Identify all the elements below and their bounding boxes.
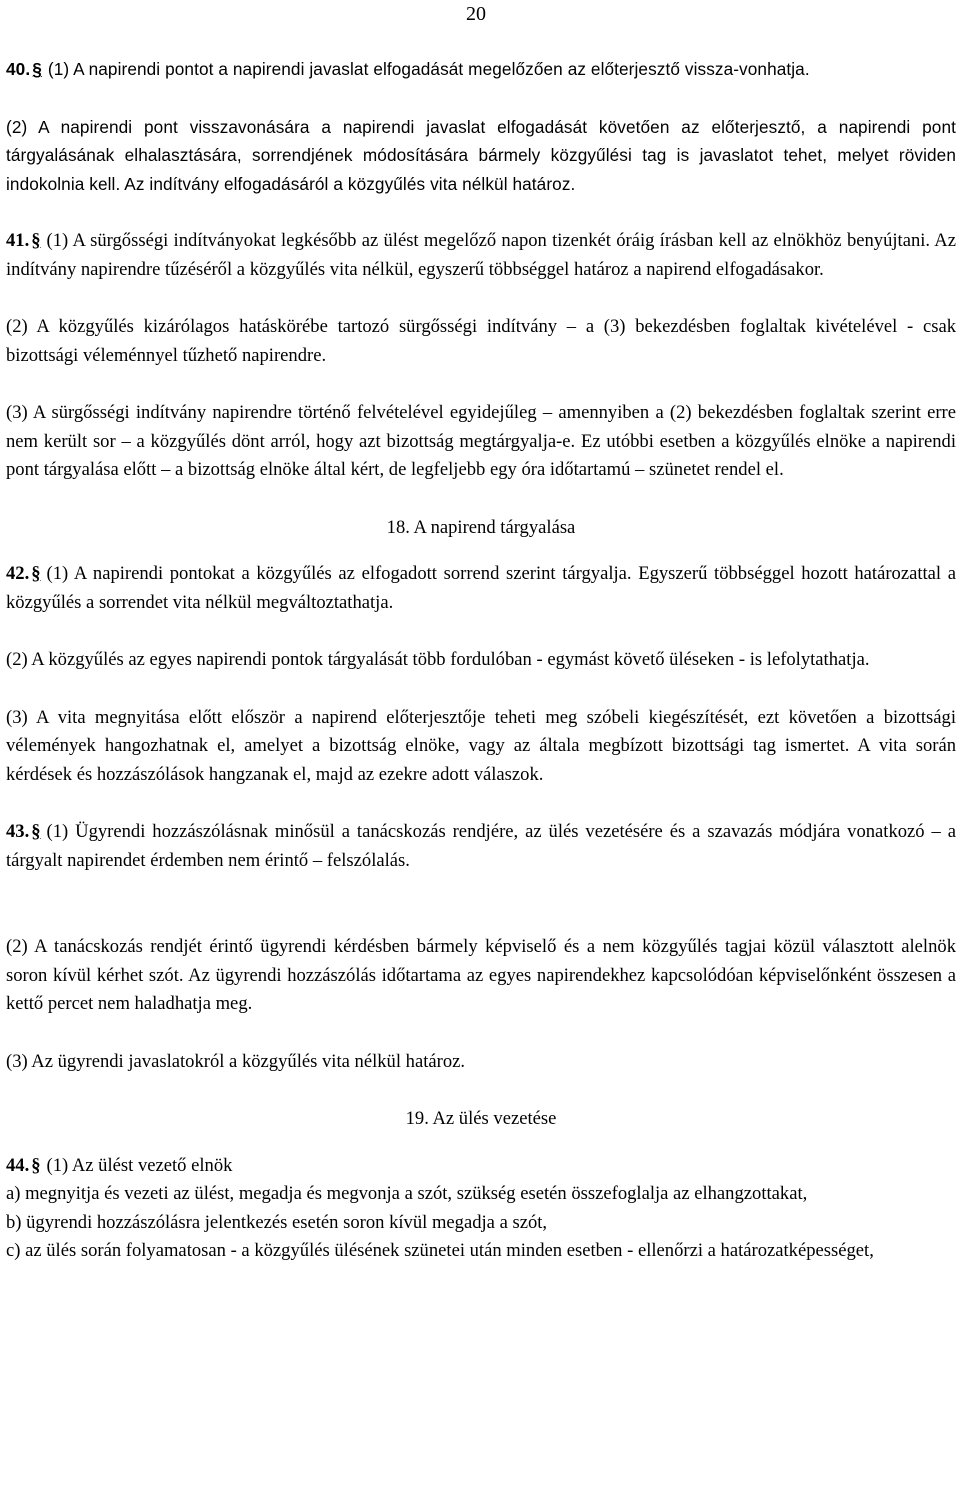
paragraph-text: (1) Az ülést vezető elnök — [46, 1154, 233, 1176]
section-40-paragraph-1 — [6, 55, 956, 84]
section-sign: § — [31, 821, 41, 842]
section-number: 40. — [6, 59, 31, 79]
chapter-heading-19: 19. Az ülés vezetése — [405, 1108, 557, 1129]
section-41-paragraph-3: (3) A sürgősségi indítvány napirendre történő felvételével egyidejűleg – amennyiben a (2) bekezdésben foglaltak szerint erre nem került sor – a közgyűlés dönt arról, hogy azt bizottság megtárgyalja-e. Ez utóbbi esetben a közgyűlés elnöke a napirendi pont tárgyalása előtt – a bizottság elnöke által kért, de legfeljebb egy óra időtartamú – szünetet rendel el. — [6, 402, 956, 480]
page-number: 20 — [466, 3, 486, 25]
paragraph-text: (1) Ügyrendi hozzászólásnak minősül a tanácskozás rendjére, az ülés vezetésére és a szavazás módjára vonatkozó – a tárgyalt napirendet érdemben nem érintő – felszólalás. — [6, 821, 956, 871]
section-number: 41. — [6, 230, 30, 251]
section-42-paragraph-3: (3) A vita megnyitása előtt először a napirend előterjesztője teheti meg szóbeli kiegészítését, ezt követően a bizottsági vélemények hangozhatnak el, amelyet a bizottság elnöke, vagy az általa megbízott bizottsági tag ismertet. A vita során kérdések és hozzászólások hangzanak el, majd az ezekre adott válaszok. — [6, 706, 956, 785]
section-43-paragraph-3: (3) Az ügyrendi javaslatokról a közgyűlés vita nélkül határoz. — [6, 1050, 466, 1072]
paragraph-text: (1) A napirendi pontokat a közgyűlés az elfogadott sorrend szerint tárgyalja. Egyszerű többséggel hozott határozattal a közgyűlés a sorrendet vita nélkül megváltoztathatja. — [6, 563, 956, 613]
section-44-item-a: a) megnyitja és vezeti az ülést, megadja és megvonja a szót, szükség esetén összefoglalja az elhangzottakat, — [6, 1183, 808, 1204]
section-43-paragraph-2: (2) A tanácskozás rendjét érintő ügyrendi kérdésben bármely képviselő és a nem közgyűlés tagjai közül választott alelnök soron kívül kérhet szót. Az ügyrendi hozzászólás időtartama az egyes napirendekhez kapcsolódóan képviselőnként összesen a kettő percet nem haladhatja meg. — [6, 936, 956, 1014]
section-42-paragraph-1 — [6, 560, 956, 617]
section-41-paragraph-2: (2) A közgyűlés kizárólagos hatáskörébe tartozó sürgősségi indítvány – a (3) bekezdésben foglaltak kivételével - csak bizottsági véleménnyel tűzhető napirendre. — [6, 316, 956, 366]
section-sign: § — [32, 59, 42, 79]
section-44-item-c: c) az ülés során folyamatosan - a közgyűlés ülésének szünetei után minden esetben - ellenőrzi a határozatképességet, — [6, 1240, 874, 1261]
section-sign: § — [31, 1154, 41, 1176]
section-42-paragraph-2: (2) A közgyűlés az egyes napirendi pontok tárgyalását több fordulóban - egymást követő üléseken - is lefolytathatja. — [6, 649, 870, 670]
section-44-paragraph-1 — [6, 1152, 956, 1181]
paragraph-text: (1) A napirendi pontot a napirendi javaslat elfogadását megelőzően az előterjesztő vissza-vonhatja. — [47, 59, 810, 79]
section-number: 43. — [6, 821, 30, 842]
section-number: 42. — [6, 563, 30, 584]
section-41-paragraph-1 — [6, 227, 956, 284]
section-sign: § — [31, 230, 41, 251]
document-body — [6, 55, 956, 1266]
paragraph-text: (1) A sürgősségi indítványokat legkésőbb az ülést megelőző napon tizenkét óráig írásban kell az elnökhöz benyújtani. Az indítvány napirendre tűzéséről a közgyűlés vita nélkül, egyszerű többséggel határoz a napirend elfogadásakor. — [6, 230, 956, 280]
section-44-item-b: b) ügyrendi hozzászólásra jelentkezés esetén soron kívül megadja a szót, — [6, 1211, 548, 1233]
section-40-paragraph-2: (2) A napirendi pont visszavonására a napirendi javaslat elfogadását követően az előterjesztő, a napirendi pont tárgyalásának elhalasztására, sorrendjének módosítására bármely közgyűlési tag is javaslatot tehet, melyet röviden indokolnia kell. Az indítvány elfogadásáról a közgyűlés vita nélkül határoz. — [6, 116, 956, 194]
section-43-paragraph-1 — [6, 818, 956, 875]
chapter-heading-18: 18. A napirend tárgyalása — [386, 516, 576, 538]
section-number: 44. — [6, 1154, 30, 1176]
section-sign: § — [31, 563, 41, 584]
